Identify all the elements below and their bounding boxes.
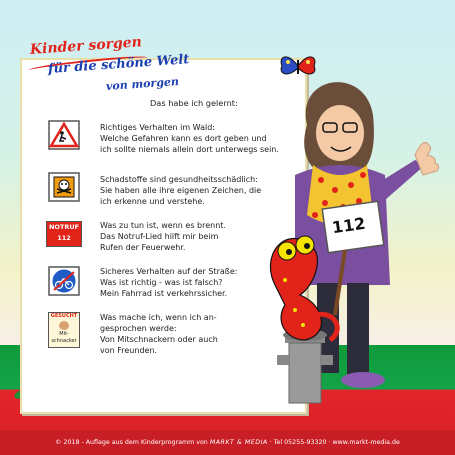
item-line: Was mache ich, wenn ich an- xyxy=(100,313,217,322)
item-line: Rufen der Feuerwehr. xyxy=(100,243,186,252)
bicycle-sign-icon xyxy=(48,266,80,296)
item-line: ich sollte niemals allein dort unterwegs sein. xyxy=(100,145,279,154)
footer-contact: · Tel 05255-93320 · www.markt-media.de xyxy=(269,439,400,446)
item-line: Mein Fahrrad ist verkehrssicher. xyxy=(100,289,228,298)
footer xyxy=(0,430,455,455)
item-line: von Freunden. xyxy=(100,346,158,355)
footer-copyright: © 2018 - Auflage aus dem Kinderprogramm von xyxy=(55,439,208,446)
forest-warning-sign-icon xyxy=(48,120,80,150)
title-line-3: von morgen xyxy=(105,74,180,93)
notruf-label: NOTRUF xyxy=(48,223,80,231)
notruf-number: 112 xyxy=(57,234,71,242)
item-line: Sie haben alle ihre eigenen Zeichen, die xyxy=(100,186,262,195)
item-line: Richtiges Verhalten im Wald: xyxy=(100,123,215,132)
item-line: Von Mitschnackern oder auch xyxy=(100,335,218,344)
title-line-2: für die schöne Welt xyxy=(47,52,190,77)
gesucht-label: GESUCHT xyxy=(50,313,78,319)
item-line: Sicheres Verhalten auf der Straße: xyxy=(100,267,238,276)
notruf-112-sign-icon xyxy=(46,221,82,247)
face-icon xyxy=(59,321,69,330)
footer-brand: MARKT & MEDIA xyxy=(209,439,268,446)
item-line: Schadstoffe sind gesundheitsschädlich: xyxy=(100,175,258,184)
item-line: ich erkenne und verstehe. xyxy=(100,197,205,206)
gesucht-poster-icon xyxy=(48,312,80,348)
mit-label: Mit- xyxy=(59,331,69,337)
hazard-skull-icon xyxy=(48,172,80,202)
title-line-1: Kinder sorgen xyxy=(29,34,143,58)
item-line: gesprochen werde: xyxy=(100,324,177,333)
item-line: Das Notruf-Lied hilft mir beim xyxy=(100,232,219,241)
item-line: Was zu tun ist, wenn es brennt. xyxy=(100,221,226,230)
sign-number: 112 xyxy=(330,213,367,238)
illustration xyxy=(255,55,455,415)
item-line: Was ist richtig - was ist falsch? xyxy=(100,278,223,287)
schnacker-label: schnacker xyxy=(51,338,77,344)
heading: Das habe ich gelernt: xyxy=(150,98,238,108)
item-line: Welche Gefahren kann es dort geben und xyxy=(100,134,267,143)
